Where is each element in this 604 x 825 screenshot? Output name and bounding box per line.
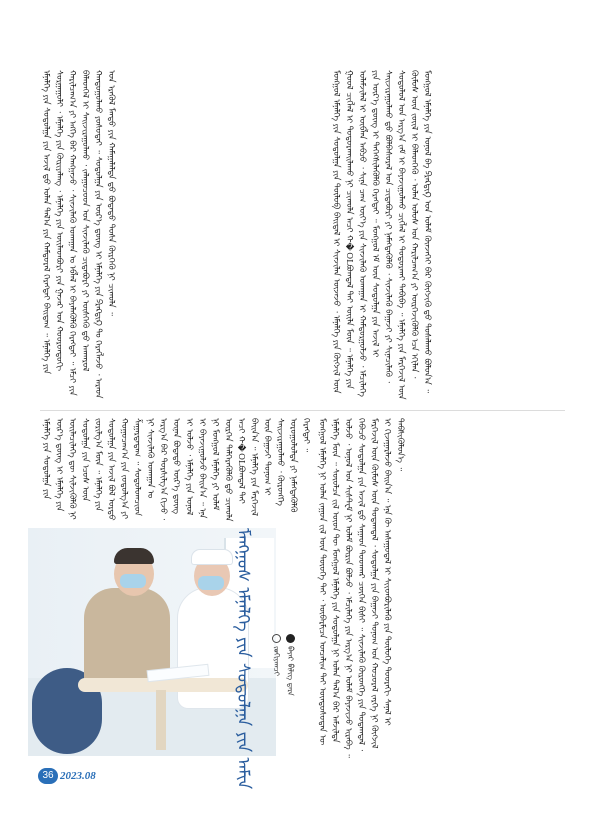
text-column-lower-left <box>40 418 312 522</box>
paragraph: ᠮᠣᠩᠭᠣᠯ ᠡᠮᠨᠡᠯᠭᠡ ᠶᠢᠨ ᠰᠤᠳᠤᠯᠭᠠ ᠶᠢᠨ ᠲᠦᠯᠦᠪ ᠪᠠᠢᠳᠠᠯ ᠢ ᠰᠢᠨᠵᠢᠯᠡᠨ ᠦᠵᠡᠵᠦ ᠂ ᠡᠮᠨᠡᠯᠭᠡ ᠶᠢᠨ ᠬᠥᠭᠵᠢᠯ ᠦᠨ ᠭᠣᠣᠯ ᠴᠢᠭᠯᠡᠯ ᠢ ᠲᠣᠳᠣᠷᠬᠠᠢᠯᠠᠬᠤ ᠨᠢ ᠴᠢᠬᠤᠯᠠ ᠠᠴᠢ ᠬ�OLᠪᠣᠭᠳᠠᠯ ᠲᠠᠢ ᠦᠢᠯᠡ ᠮᠥᠨ ᠃ ᠡᠮᠨᠡᠯᠭᠡ ᠶᠢᠨ ᠤᠯᠠᠮᠵᠢᠯᠠᠯ ᠢ ᠥᠪᠯᠡᠨ ᠠᠪᠴᠤ ᠂ ᠰᠢᠨᠡ ᠴᠠᠭ ᠦᠶ᠎ᠡ ᠶᠢᠨ ᠰᠢᠨᠵᠢᠯᠡᠬᠦ ᠤᠬᠠᠭᠠᠨ ᠢ ᠬᠠᠮᠲᠤᠷᠭᠤᠯᠵᠤ ᠂ ᠡᠮᠴᠢᠯᠡᠭᠡ ᠶᠢᠨ ᠦᠷ᠎ᠡ ᠳ᠋ᠦᠩ ᠢ ᠳᠡᠭᠡᠭᠰᠢᠯᠡᠭᠦᠯᠬᠦ ᠬᠡᠷᠡᠭᠲᠡᠢ ᠃ ᠮᠣᠩᠭᠣᠯ ᠡᠮ ᠦᠨ ᠰᠤᠳᠤᠯᠭᠠ ᠶᠢᠨ ᠠᠵᠢᠯ ᠢ ᠰᠠᠢᠵᠢᠷᠠᠭᠤᠯᠬᠤ ᠳ᠋ᠤ ᠪᠤᠯᠪᠠᠰᠤᠷᠠᠯ ᠤᠨ ᠴᠢᠳᠠᠪᠤᠷᠢ ᠶᠢ ᠨᠡᠮᠡᠭᠳᠡᠭᠦᠯᠬᠦ ᠂ ᠰᠢᠨᠵᠢᠯᠡᠬᠦ ᠪᠠᠭᠠᠵᠢ ᠶᠢ ᠰᠢᠨᠡᠴᠢᠯᠡᠬᠦ ᠂ ᠰᠤᠳᠤᠯᠤᠯ ᠤᠨ ᠠᠷᠭ᠎ᠠ ᠵᠠᠮ ᠢ ᠪᠠᠶᠠᠵᠢᠭᠤᠯᠬᠤ ᠴᠢᠭᠯᠡᠯ ᠢ ᠲᠣᠳᠣᠷᠬᠠᠢ ᠲᠠᠪᠢᠪᠠ ᠃ ᠡᠮᠨᠡᠯᠭᠡ ᠶᠢᠨ ᠮᠡᠷᠭᠡᠵᠢᠯ ᠦᠨ ᠬᠦᠮᠦᠰ ᠦᠨ ᠵᠦᠢᠯ ᠢ ᠪᠡᠯᠡᠳᠬᠡᠬᠦ ᠂ ᠣᠯᠠᠨ ᠤᠯᠤᠰ ᠤᠨ ᠬᠠᠷᠢᠯᠴᠠᠭ᠎ᠠ ᠶᠢ ᠥᠷᠭᠡᠵᠢᠭᠦᠯᠬᠦ ᠡᠴᠡ ᠡᠬᠢᠯᠡᠨ ᠂ ᠮᠣᠩᠭᠣᠯ ᠡᠮᠨᠡᠯᠭᠡ ᠶᠢᠨ ᠣᠨᠣᠯ ᠪᠠ ᠫᠷᠠᠺᠲᠢᠺ ᠤᠨ ᠤᠯᠠᠮ ᠭᠦᠨᠵᠡᠭᠡᠢ ᠪᠠᠷ ᠬᠥᠭᠵᠢᠬᠦ ᠳ᠋ᠦ ᠲᠤᠰᠠᠯᠠᠬᠤ ᠪᠤᠯᠤᠨ᠎ᠠ ᠃ <box>332 70 433 400</box>
page-number: 36 <box>38 768 58 784</box>
author-label: ᠵᠣᠬᠢᠶᠠᠭᠴᠢ <box>272 646 281 676</box>
issue-date: 2023.08 <box>60 770 96 782</box>
paragraph: ᠡᠮᠨᠡᠯᠭᠡ ᠶᠢᠨ ᠰᠤᠳᠤᠯᠭᠠ ᠶᠢᠨ ᠠᠵᠢᠯ ᠳ᠋ᠤ ᠣᠯᠠᠨ ᠲᠠᠯ᠎ᠠ ᠶᠢᠨ ᠬᠠᠮᠲᠤᠷᠠᠯ ᠬᠡᠷᠡᠭᠲᠡᠢ ᠪᠠᠢᠳᠠᠭ ᠃ ᠡᠮᠨᠡᠯᠭᠡ ᠶᠢᠨ ᠰᠤᠷᠭᠠᠭᠤᠯᠢ ᠂ ᠡᠮᠨᠡᠯᠭᠡ ᠶᠢᠨ ᠬᠦᠷᠢᠶᠡᠯᠡᠩ ᠂ ᠡᠮᠨᠡᠯᠭᠡ ᠶᠢᠨ ᠦᠢᠯᠡᠳᠪᠦᠷᠢ ᠶᠢᠨ ᠭᠠᠵᠠᠷ ᠤᠨ ᠬᠣᠣᠷᠣᠨᠳᠣᠬᠢ ᠬᠠᠷᠢᠯᠴᠠᠭ᠎ᠠ ᠶᠢ ᠡᠩᠬᠡ ᠪᠠᠷ ᠬᠠᠩᠭᠠᠵᠤ ᠂ ᠰᠢᠨᠵᠢᠯᠡᠬᠦ ᠤᠬᠠᠭᠠᠨ ᠤ ᠡᠪᠯᠡᠯ ᠢ ᠪᠡᠶᠡᠯᠡᠭᠦᠯᠬᠦ ᠬᠡᠷᠡᠭᠲᠡᠢ ᠃ ᠡᠮᠴᠢ ᠶᠢᠨ ᠪᠡᠯᠡᠳᠬᠡᠯ ᠢ ᠰᠠᠢᠵᠢᠷᠠᠭᠤᠯᠬᠤ ᠂ ᠵᠠᠯᠠᠭᠤᠴᠤᠳ ᠤᠨ ᠰᠢᠨᠵᠢᠯᠡᠬᠦ ᠴᠢᠳᠠᠪᠤᠷᠢ ᠶᠢ ᠥᠰᠭᠡᠬᠦ ᠳ᠋ᠤ ᠠᠨᠬᠠᠷᠤᠯ ᠬᠠᠨᠳᠤᠭᠤᠯᠬᠤ ᠶᠣᠰᠣᠲᠠᠢ ᠃ ᠰᠤᠳᠤᠯᠭᠠ ᠶᠢᠨ ᠦᠷ᠎ᠡ ᠳ᠋ᠦᠩ ᠢ ᠡᠮᠨᠡᠯᠭᠡ ᠶᠢᠨ ᠫᠷᠠᠺᠲᠢᠺ ᠲᠤ ᠬᠡᠷᠡᠭᠯᠡᠵᠦ ᠂ ᠠᠷᠠᠳ ᠤᠨ ᠡᠷᠡᠭᠦᠯ ᠮᠡᠨᠳᠦ ᠶᠢᠨ ᠬᠠᠮᠠᠭᠠᠯᠠᠯᠲᠠ ᠳ᠋ᠤ ᠪᠣᠳᠠᠲᠤ ᠲᠤᠰᠠ ᠬᠦᠷᠭᠡᠬᠦ ᠨᠢ ᠴᠢᠬᠤᠯᠠ ᠃ <box>42 70 117 399</box>
text-column-upper-right <box>330 70 566 402</box>
author-name: ᠪᠠᠶᠠᠷ ᠪᠢᠯᠢᠭ ᠳ᠋ᠠᠷᠠ <box>286 646 295 696</box>
paragraph: ᠮᠣᠩᠭᠣᠯ ᠡᠮᠨᠡᠯᠭᠡ ᠨᠢ ᠣᠯᠠᠨ ᠵᠠᠭᠤᠨ ᠵᠢᠯ ᠦᠨ ᠲᠦᠦᠬᠡ ᠲᠠᠢ ᠂ ᠥᠪᠡᠷᠮᠢᠴᠡ ᠣᠨᠴᠠᠯᠢᠭ ᠲᠠᠢ ᠦᠨᠳᠦᠰᠦᠲᠡᠨ ᠦ ᠡᠮᠨᠡᠯᠭᠡ ᠮᠥᠨ ᠃ ᠰᠦᠦᠯᠴᠡ ᠵᠢᠯ ᠦᠳ ᠲᠦ ᠮᠣᠩᠭᠣᠯ ᠡᠮᠨᠡᠯᠭᠡ ᠶᠢᠨ ᠰᠤᠳᠤᠯᠭᠠ ᠨᠢ ᠣᠯᠠᠨ ᠲᠠᠯ᠎ᠠ ᠪᠠᠷ ᠠᠮᠵᠢᠯᠲᠠ ᠣᠯᠵᠤ ᠂ ᠣᠨᠣᠯ ᠤᠨ ᠰᠢᠰᠲ᠋ᠧᠮ ᠨᠢ ᠤᠯᠠᠮ ᠪᠦᠷᠢᠨ ᠪᠣᠯᠵᠤ ᠂ ᠡᠮᠴᠢᠯᠡᠭᠡ ᠶᠢᠨ ᠠᠷᠭ᠎ᠠ ᠨᠢ ᠤᠯᠠᠮ ᠪᠠᠶᠠᠵᠢᠵᠤ ᠢᠷᠡᠪᠡ ᠃ ᠭᠡᠪᠡᠴᠦ ᠰᠤᠳᠤᠯᠭᠠ ᠶᠢᠨ ᠠᠵᠢᠯ ᠳ᠋ᠤ ᠰᠠᠭᠠᠳ ᠲᠤᠳᠬᠠᠷ ᠴᠥᠭᠡᠨ ᠪᠢᠰᠢ ᠃ ᠰᠢᠨᠵᠢᠯᠡᠬᠦ ᠬᠥᠷᠦᠩᠭᠡ ᠶᠢᠨ ᠳᠤᠲᠠᠭᠳᠠᠯ ᠂ ᠮᠡᠷᠭᠡᠵᠢᠯ ᠦᠨ ᠬᠦᠮᠦᠰ ᠦᠨ ᠳᠤᠲᠠᠭᠳᠠᠯ ᠂ ᠰᠤᠳᠤᠯᠭᠠ ᠶᠢᠨ ᠪᠠᠭᠠᠵᠢ ᠲᠣᠨᠣᠭ ᠤᠨ ᠬᠣᠴᠤᠷᠠᠯ ᠵᠡᠷᠭᠡ ᠨᠢ ᠬᠥᠭᠵᠢᠯ ᠢ ᠬᠢᠵᠠᠭᠠᠷᠯᠠᠵᠤ ᠪᠠᠢᠨ᠎ᠠ ᠃ ᠡᠨᠡ ᠬᠦ ᠠᠰᠠᠭᠤᠳᠠᠯ ᠢ ᠰᠢᠢᠳᠪᠦᠷᠢᠯᠡᠬᠦ ᠶᠢᠨ ᠲᠥᠯᠦᠭᠡ ᠳᠣᠣᠷᠠᠬᠢ ᠰᠠᠨᠠᠯ ᠢ ᠳᠡᠪᠰᠢᠭᠦᠯᠦᠨ᠎ᠡ ᠃ <box>318 418 406 758</box>
paragraph: ᠡᠮᠨᠡᠯᠭᠡ ᠶᠢᠨ ᠰᠤᠳᠤᠯᠭᠠ ᠶᠢᠨ ᠦᠷ᠎ᠡ ᠳ᠋ᠦᠩ ᠢ ᠡᠮᠨᠡᠯᠭᠡ ᠶᠢᠨ ᠦᠢᠯᠡᠴᠢᠯᠡᠭᠡ ᠳᠦ ᠰᠢᠯᠵᠢᠭᠦᠯᠬᠦ ᠨᠢ ᠰᠤᠳᠤᠯᠭᠠ ᠶᠢᠨ ᠡᠴᠦᠰ ᠦᠨ ᠵᠣᠷᠢᠯᠭ᠎ᠠ ᠮᠥᠨ ᠃ ᠡᠮᠨᠡᠯᠭᠡ ᠶᠢᠨ ᠰᠤᠳᠤᠯᠭᠠ ᠶᠢᠨ ᠠᠵᠢᠯ ᠪᠣᠯ ᠤᠷᠲᠤ ᠬᠤᠭᠤᠴᠠᠭ᠎ᠠ ᠶᠢᠨ ᠵᠣᠳᠣᠯᠭ᠎ᠠ ᠶᠢ ᠱᠠᠭᠠᠷᠳᠠᠳᠠᠭ ᠃ ᠰᠤᠳᠤᠯᠤᠭᠴᠢᠳ ᠨᠢ ᠰᠢᠨᠵᠢᠯᠡᠬᠦ ᠤᠬᠠᠭᠠᠨ ᠤ ᠠᠷᠭ᠎ᠠ ᠪᠠᠷ ᠲᠤᠷᠰᠢᠯᠭ᠎ᠠ ᠬᠢᠵᠦ ᠂ ᠦᠨᠡᠨ ᠪᠣᠳᠠᠲᠤ ᠦᠷ᠎ᠡ ᠳ᠋ᠦᠩ ᠢ ᠣᠯᠵᠤ ᠂ ᠡᠮᠨᠡᠯᠭᠡ ᠶᠢᠨ ᠣᠨᠣᠯ ᠢ ᠪᠠᠶᠠᠵᠢᠭᠤᠯᠵᠤ ᠪᠠᠢᠨ᠎ᠠ ᠃ ᠡᠨᠡ ᠨᠢ ᠮᠣᠩᠭᠣᠯ ᠡᠮᠨᠡᠯᠭᠡ ᠶᠢ ᠤᠯᠠᠮ ᠥᠷᠭᠡᠨ ᠳᠡᠯᠭᠡᠷᠡᠭᠦᠯᠬᠦ ᠳ᠋ᠦ ᠴᠢᠬᠤᠯᠠ ᠠᠴᠢ ᠬ�OLᠪᠣᠭᠳᠠᠯ ᠲᠠᠢ ᠪᠠᠢᠨ᠎ᠠ ᠃ ᠡᠮᠨᠡᠯᠭᠡ ᠶᠢᠨ ᠮᠡᠷᠭᠡᠵᠢᠯ ᠦᠨ ᠪᠠᠭᠠᠵᠢ ᠲᠣᠨᠣᠭ ᠢ ᠰᠠᠢᠵᠢᠷᠠᠭᠤᠯᠬᠤ ᠂ ᠬᠥᠷᠦᠩᠭᠡ ᠣᠷᠣᠭᠤᠯᠤᠯᠲᠠ ᠶᠢ ᠨᠡᠮᠡᠭᠳᠡᠭᠦᠯᠬᠦ ᠬᠡᠷᠡᠭᠲᠡᠢ ᠃ <box>42 418 312 522</box>
byline <box>270 574 304 694</box>
article-title: ᠮᠠᠩᠭᠤᠰ ᠡᠮᠨᠡᠯᠭᠡ ᠶᠢᠨ ᠰᠤᠳᠤᠯᠭᠠ ᠶᠢᠨ ᠠᠮᠢᠨ <box>233 528 253 790</box>
text-column-upper-left <box>40 70 316 402</box>
filled-circle-icon <box>286 634 295 643</box>
text-column-lower-right <box>316 418 566 758</box>
circle-outline-icon <box>272 634 281 643</box>
section-divider <box>40 410 565 411</box>
